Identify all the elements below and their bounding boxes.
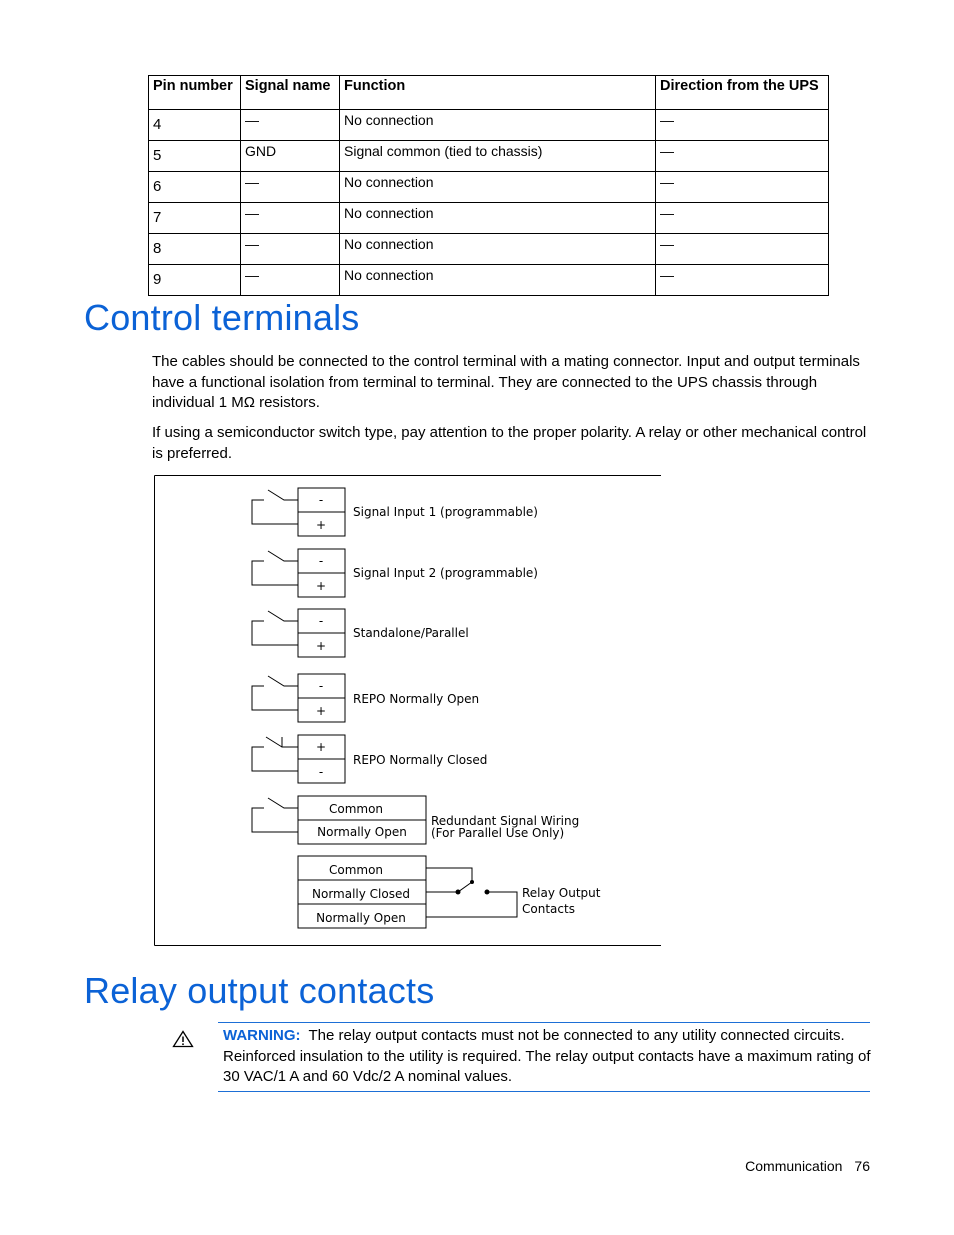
table-cell: No connection — [340, 234, 656, 265]
redundant-label-line-1: Redundant Signal Wiring — [431, 814, 580, 828]
warning-message — [223, 1026, 871, 1088]
table-cell: 7 — [149, 203, 241, 234]
table-cell: — — [656, 172, 829, 203]
terminal-label: REPO Normally Closed — [353, 753, 488, 767]
table-cell: 4 — [149, 110, 241, 141]
terminal-label: Signal Input 2 (programmable) — [353, 566, 538, 580]
table-cell: 9 — [149, 265, 241, 296]
section-title-relay-output-contacts: Relay output contacts — [84, 970, 435, 1011]
relay-output-contacts — [298, 856, 601, 928]
redundant-signal-wiring — [252, 796, 579, 844]
page-number: 76 — [854, 1158, 870, 1174]
table-cell: — — [656, 203, 829, 234]
terminal-repo-normally-open — [252, 674, 479, 722]
terminal-top-sign: - — [318, 554, 324, 568]
table-cell: No connection — [340, 110, 656, 141]
footer-section-name: Communication — [745, 1158, 843, 1174]
relay-normally-open-label: Normally Open — [316, 911, 406, 925]
terminal-bottom-sign: + — [315, 518, 327, 532]
control-terminals-paragraph-2: If using a semiconductor switch type, pay attention to the proper polarity. A relay or other mechanical control is preferred. — [152, 424, 867, 462]
pin-table — [148, 75, 829, 296]
table-cell: 6 — [149, 172, 241, 203]
table-cell: No connection — [340, 265, 656, 296]
page-footer — [745, 1158, 870, 1174]
table-row — [149, 203, 829, 234]
table-cell: No connection — [340, 203, 656, 234]
terminal-signal-input-1 — [252, 488, 538, 536]
control-terminals-paragraph-1: The cables should be connected to the control terminal with a mating connector. Input and output terminals have a functional isolation from terminal to terminal. They are connected to the UPS chassis through individual 1 MΩ resistors. — [152, 353, 860, 411]
warning-triangle-icon — [172, 1030, 194, 1048]
table-cell: No connection — [340, 172, 656, 203]
terminal-top-sign: + — [315, 740, 327, 754]
warning-text: The relay output contacts must not be connected to any utility connected circuits. Reinforced insulation to the utility is required. The relay output contacts have a maximum rating of 30 VAC/1 A and 60 Vdc/2 A nominal values. — [223, 1027, 871, 1085]
table-row — [149, 172, 829, 203]
table-cell: — — [656, 110, 829, 141]
column-header: Function — [340, 76, 656, 110]
control-terminals-diagram — [154, 475, 661, 946]
terminal-bottom-sign: + — [315, 639, 327, 653]
table-row — [149, 234, 829, 265]
terminal-label: REPO Normally Open — [353, 692, 480, 706]
terminal-signal-input-2 — [252, 549, 538, 597]
terminal-bottom-sign: + — [315, 579, 327, 593]
table-cell: — — [656, 234, 829, 265]
table-row — [149, 265, 829, 296]
relay-label-line-2: Contacts — [522, 902, 575, 916]
table-cell: — — [241, 203, 340, 234]
table-cell: — — [656, 265, 829, 296]
terminal-top-sign: - — [318, 614, 324, 628]
table-cell: 8 — [149, 234, 241, 265]
table-cell: — — [241, 234, 340, 265]
terminal-label: Standalone/Parallel — [353, 626, 469, 640]
column-header: Pin number — [149, 76, 241, 110]
terminal-repo-normally-closed — [252, 735, 487, 783]
redundant-normally-open-label: Normally Open — [317, 825, 407, 839]
table-cell: — — [656, 141, 829, 172]
column-header: Direction from the UPS — [656, 76, 829, 110]
table-cell: GND — [241, 141, 340, 172]
terminal-top-sign: - — [318, 679, 324, 693]
warning-label: WARNING: — [223, 1027, 301, 1044]
table-row — [149, 110, 829, 141]
table-header-row — [149, 76, 829, 110]
section-title-control-terminals: Control terminals — [84, 297, 360, 338]
table-cell: — — [241, 265, 340, 296]
table-cell: Signal common (tied to chassis) — [340, 141, 656, 172]
table-row — [149, 141, 829, 172]
column-header: Signal name — [241, 76, 340, 110]
relay-normally-closed-label: Normally Closed — [312, 887, 410, 901]
redundant-label-line-2: (For Parallel Use Only) — [431, 826, 565, 840]
terminal-bottom-sign: - — [318, 765, 324, 779]
relay-label-line-1: Relay Output — [522, 886, 601, 900]
redundant-common-label: Common — [328, 802, 384, 816]
terminal-bottom-sign: + — [315, 704, 327, 718]
table-cell: — — [241, 110, 340, 141]
terminal-group — [252, 488, 538, 783]
terminal-standalone-parallel — [252, 609, 469, 657]
table-cell: — — [241, 172, 340, 203]
relay-common-label: Common — [328, 863, 384, 877]
terminal-label: Signal Input 1 (programmable) — [353, 505, 538, 519]
table-cell: 5 — [149, 141, 241, 172]
terminal-top-sign: - — [318, 493, 324, 507]
